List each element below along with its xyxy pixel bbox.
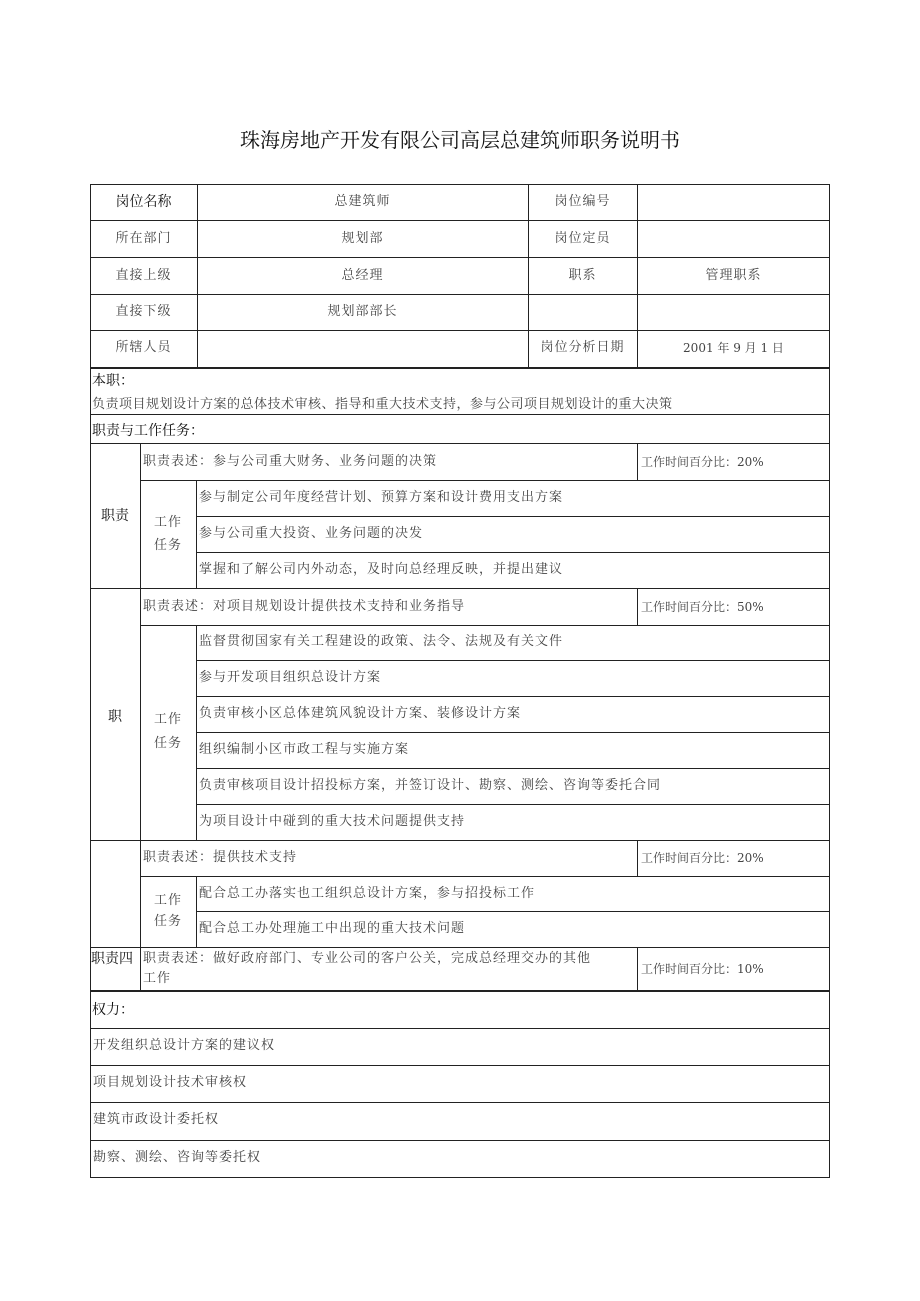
duty-2-statement: 职责表述：对项目规划设计提供技术支持和业务指导 xyxy=(143,599,466,614)
position-code-label: 岗位编号 xyxy=(554,194,611,209)
job-family-value: 管理职系 xyxy=(705,268,762,283)
summary-label: 本职： xyxy=(92,373,134,389)
duty-2-task-1: 监督贯彻国家有关工程建设的政策、法令、法规及有关文件 xyxy=(199,634,564,649)
department-label: 所在部门 xyxy=(115,231,172,246)
authority-item-3: 建筑市政设计委托权 xyxy=(93,1112,220,1127)
duty-3-task-1: 配合总工办落实也工组织总设计方案，参与招投标工作 xyxy=(199,886,536,901)
duty-1-time: 工作时间百分比：20% xyxy=(641,455,764,469)
duty-1-task-2: 参与公司重大投资、业务问题的决发 xyxy=(199,526,424,541)
page-title: 珠海房地产开发有限公司高层总建筑师职务说明书 xyxy=(240,128,680,152)
duty-3-time: 工作时间百分比：20% xyxy=(641,851,764,865)
staff-label: 所辖人员 xyxy=(115,340,172,355)
duty-4-time: 工作时间百分比：10% xyxy=(641,962,764,976)
duty-3-tasks-label-1: 工作 xyxy=(153,893,182,908)
duties-section-label: 职责与工作任务： xyxy=(92,423,204,439)
summary-text: 负责项目规划设计方案的总体技术审核、指导和重大技术支持，参与公司项目规划设计的重大决策 xyxy=(92,397,673,412)
authority-item-4: 勘察、测绘、咨询等委托权 xyxy=(93,1150,262,1165)
authority-item-1: 开发组织总设计方案的建议权 xyxy=(93,1038,276,1053)
duty-4-statement-line1: 职责表述：做好政府部门、专业公司的客户公关，完成总经理交办的其他 xyxy=(143,951,592,966)
duty-1-tasks-label-2: 任务 xyxy=(153,538,182,553)
job-family-label: 职系 xyxy=(568,268,597,283)
subordinate-value: 规划部部长 xyxy=(327,304,398,319)
duty-1-task-1: 参与制定公司年度经营计划、预算方案和设计费用支出方案 xyxy=(199,490,564,505)
authority-item-2: 项目规划设计技术审核权 xyxy=(93,1075,248,1090)
duty-3-task-2: 配合总工办处理施工中出现的重大技术问题 xyxy=(199,921,466,936)
duty-2-task-6: 为项目设计中碰到的重大技术问题提供支持 xyxy=(199,814,466,829)
duty-2-time: 工作时间百分比：50% xyxy=(641,600,764,614)
duty-2-task-3: 负责审核小区总体建筑风貌设计方案、装修设计方案 xyxy=(199,706,522,721)
superior-value: 总经理 xyxy=(341,268,384,283)
duty-2-tasks-label-2: 任务 xyxy=(153,736,182,751)
duty-1-task-3: 掌握和了解公司内外动态，及时向总经理反映，并提出建议 xyxy=(199,562,564,577)
duty-4-statement-line2: 工作 xyxy=(143,971,172,986)
duty-2-label: 职 xyxy=(108,709,122,725)
duty-2-task-5: 负责审核项目设计招投标方案，并签订设计、勘察、测绘、咨询等委托合同 xyxy=(199,778,662,793)
duty-2-task-4: 组织编制小区市政工程与实施方案 xyxy=(199,742,410,757)
duty-2-tasks-label-1: 工作 xyxy=(153,712,182,727)
headcount-label: 岗位定员 xyxy=(554,231,611,246)
duty-4-label: 职责四 xyxy=(91,951,133,967)
position-name-label: 岗位名称 xyxy=(115,194,172,210)
duty-3-statement: 职责表述：提供技术支持 xyxy=(143,850,298,865)
duty-3-tasks-label-2: 任务 xyxy=(153,914,182,929)
duty-1-statement: 职责表述：参与公司重大财务、业务问题的决策 xyxy=(143,454,438,469)
analysis-date-value: 2001 年 9 月 1 日 xyxy=(683,341,784,355)
position-name-value: 总建筑师 xyxy=(334,194,391,209)
analysis-date-label: 岗位分析日期 xyxy=(540,340,625,355)
authority-label: 权力： xyxy=(92,1002,134,1018)
department-value: 规划部 xyxy=(341,231,384,246)
subordinate-label: 直接下级 xyxy=(115,304,172,319)
duty-1-label: 职责 xyxy=(101,508,129,524)
duty-2-task-2: 参与开发项目组织总设计方案 xyxy=(199,670,382,685)
duty-1-tasks-label-1: 工作 xyxy=(153,515,182,530)
superior-label: 直接上级 xyxy=(115,268,172,283)
